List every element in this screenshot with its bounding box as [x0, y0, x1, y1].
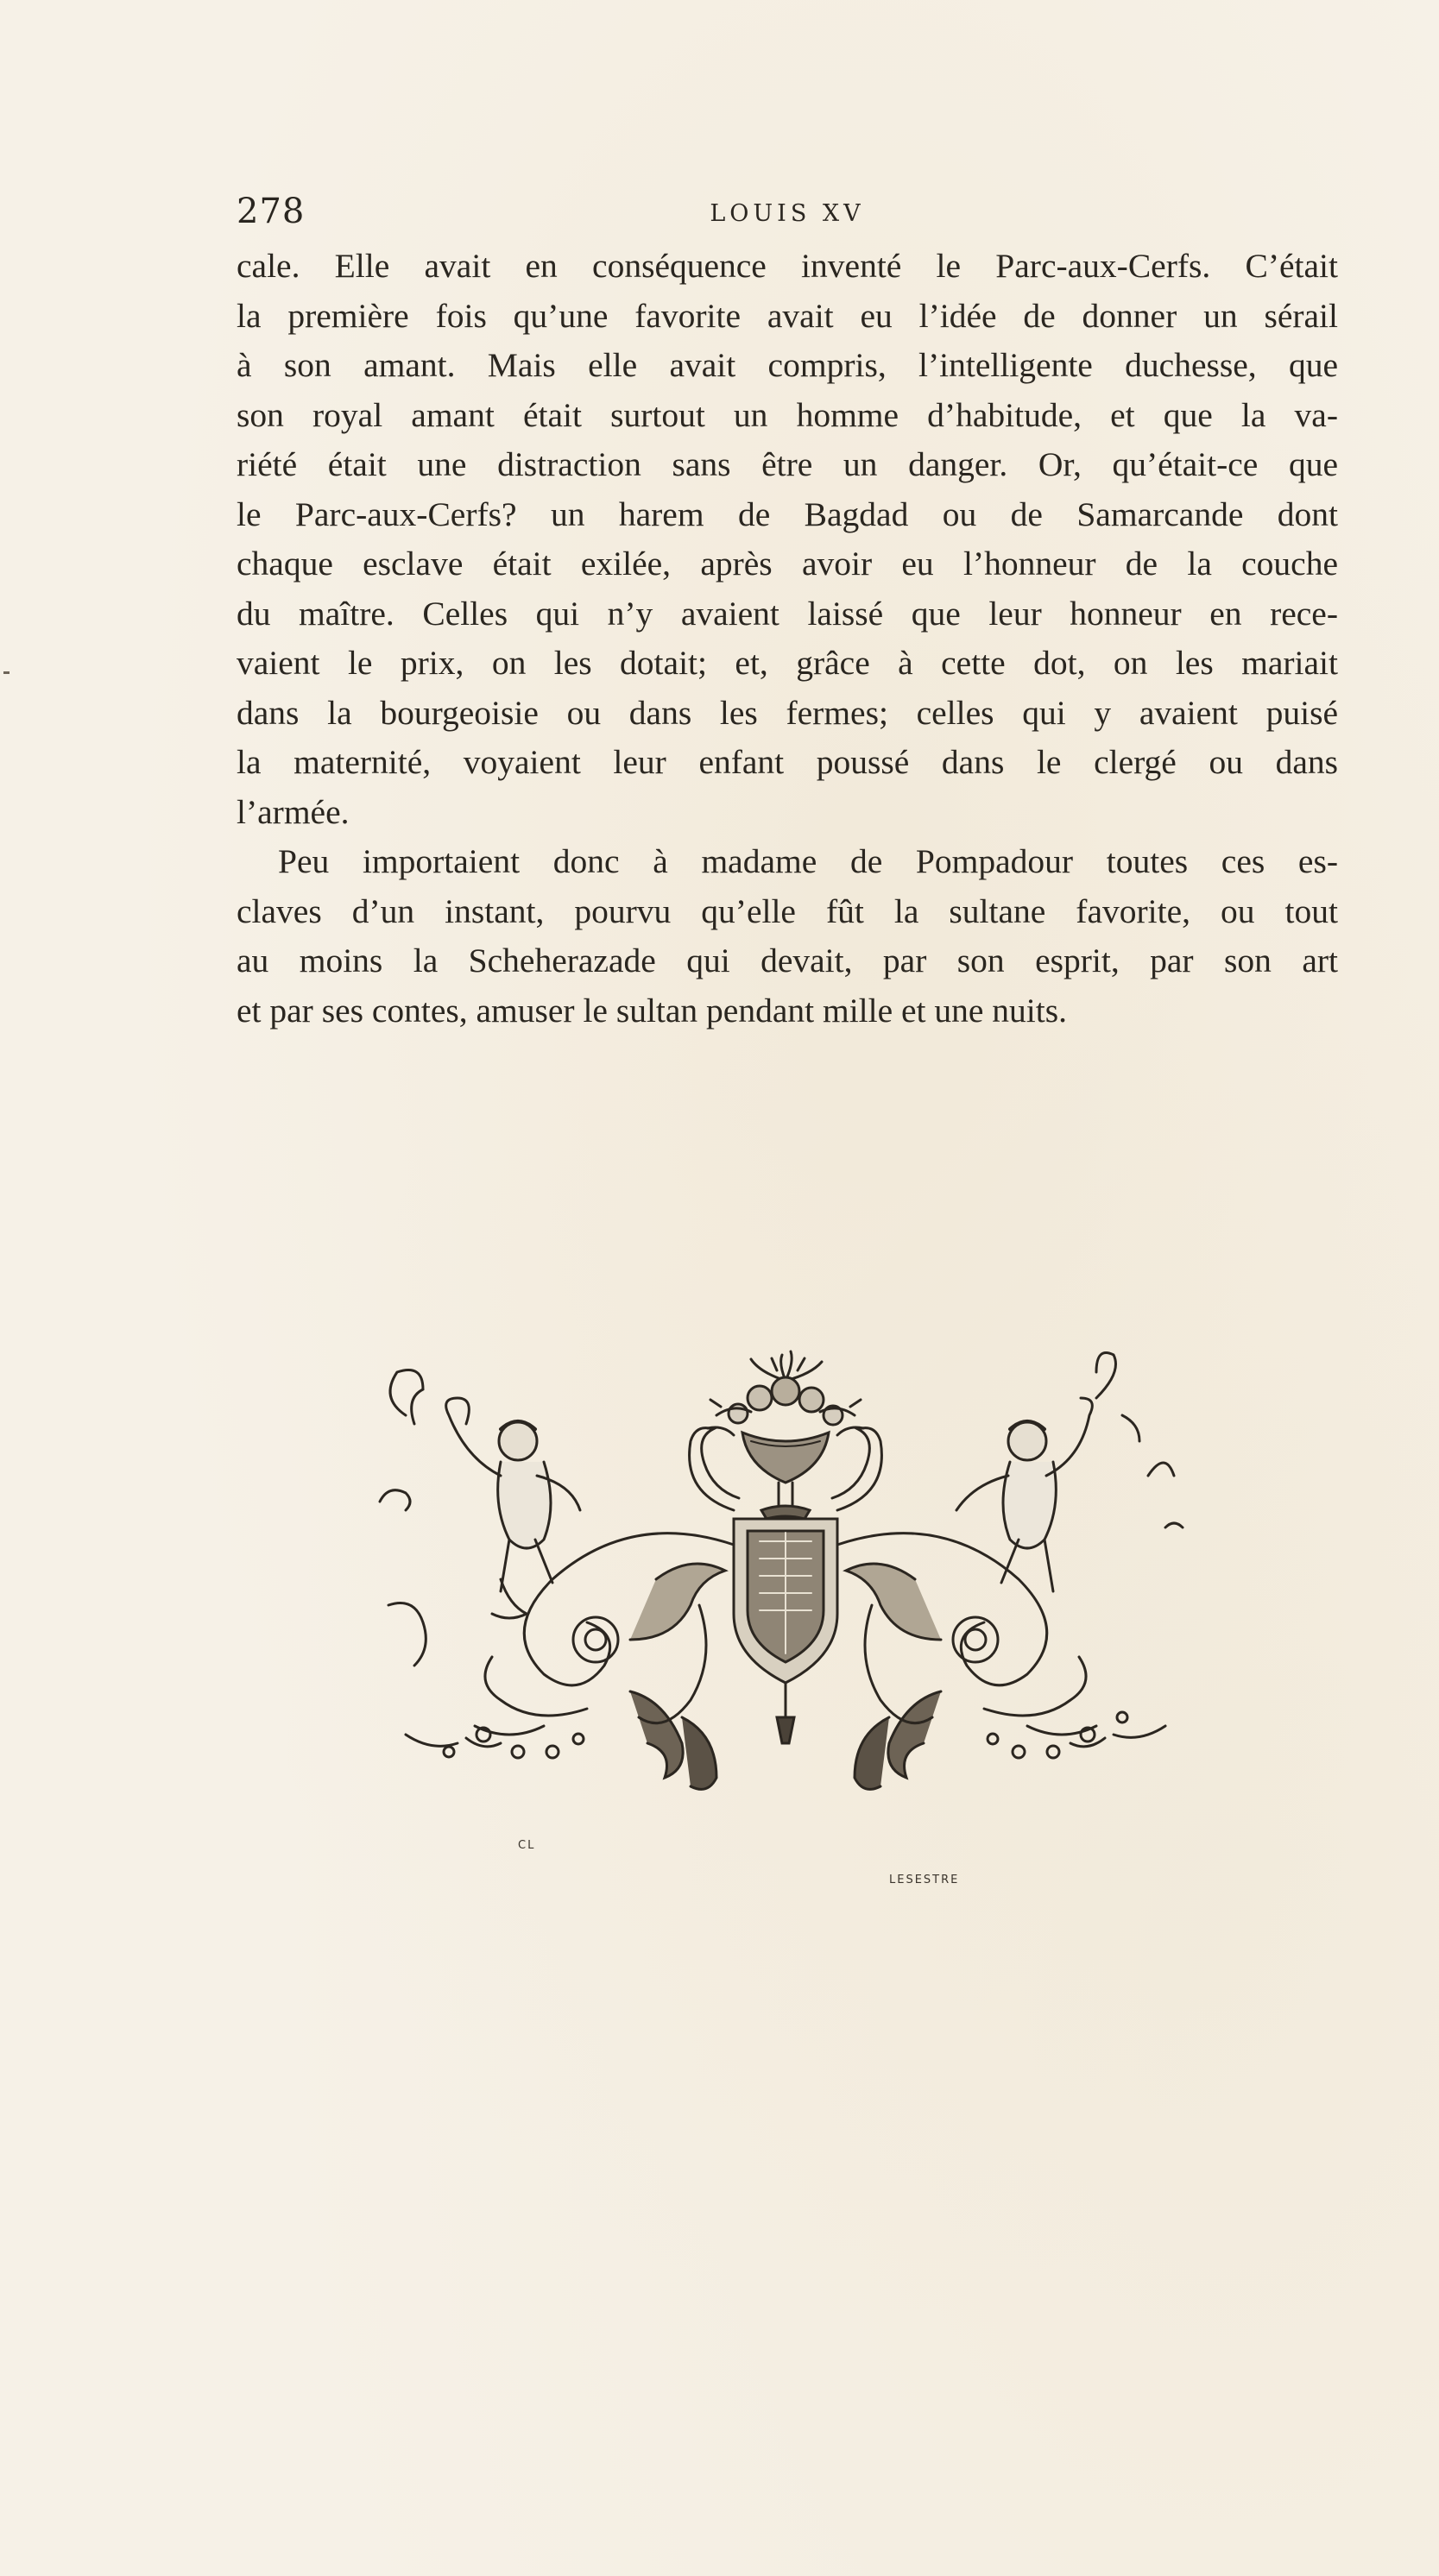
text-line: le Parc-aux-Cerfs? un harem de Bagdad ou de Samarcande dont: [237, 494, 1338, 533]
text-line: au moins la Scheherazade qui devait, par son esprit, par son art: [237, 942, 1338, 979]
left-cherub-icon: [390, 1370, 580, 1619]
page-number: 278: [237, 192, 306, 231]
text-line: cale. Elle avait en conséquence inventé le Parc-aux-Cerfs. C’était: [237, 247, 1338, 285]
text-line: son royal amant était surtout un homme d’habitude, et que la va-: [237, 395, 1338, 434]
vignette-illustration: [371, 1346, 1200, 1899]
running-head: LOUIS XV: [710, 200, 865, 227]
urn-icon: [742, 1433, 829, 1519]
text-line: riété était une distraction sans être un danger. Or, qu’était-ce que: [237, 445, 1338, 483]
flower-bouquet-icon: [708, 1351, 863, 1435]
text-line: la première fois qu’une favorite avait eu l’idée de donner un sérail: [237, 296, 1338, 335]
text-line: du maître. Celles qui n’y avaient laissé que leur honneur en rece-: [237, 594, 1338, 633]
margin-mark: [3, 671, 9, 674]
right-swan-icon: [832, 1428, 881, 1510]
text-line: et par ses contes, amuser le sultan pendant mille et une nuits.: [237, 991, 1068, 1030]
ornamental-vignette: [371, 1346, 1200, 1899]
page-header: [237, 192, 1338, 243]
left-swan-icon: [690, 1428, 739, 1510]
paragraph-1: [237, 242, 1338, 837]
text-line: à son amant. Mais elle avait compris, l’intelligente duchesse, que: [237, 346, 1338, 384]
text-line: chaque esclave était exilée, après avoir eu l’honneur de la couche: [237, 545, 1338, 583]
engraver-signature-right: LESESTRE: [889, 1874, 960, 1886]
body-text: [237, 242, 1338, 1036]
paragraph-2: [237, 837, 1338, 1036]
engraver-signature-left: CL: [518, 1839, 536, 1852]
text-line: dans la bourgeoisie ou dans les fermes; celles qui y avaient puisé: [237, 693, 1338, 732]
left-scroll-foliage-icon: [380, 1490, 734, 1790]
text-line: vaient le prix, on les dotait; et, grâce à cette dot, on les mariait: [237, 644, 1338, 682]
text-line: l’armée.: [237, 792, 350, 831]
text-line: Peu importaient donc à madame de Pompadour toutes ces es-: [278, 842, 1338, 880]
text-line: la maternité, voyaient leur enfant poussé dans le clergé ou dans: [237, 743, 1338, 781]
shield-icon: [734, 1519, 837, 1743]
text-line: claves d’un instant, pourvu qu’elle fût la sultane favorite, ou tout: [237, 891, 1338, 930]
